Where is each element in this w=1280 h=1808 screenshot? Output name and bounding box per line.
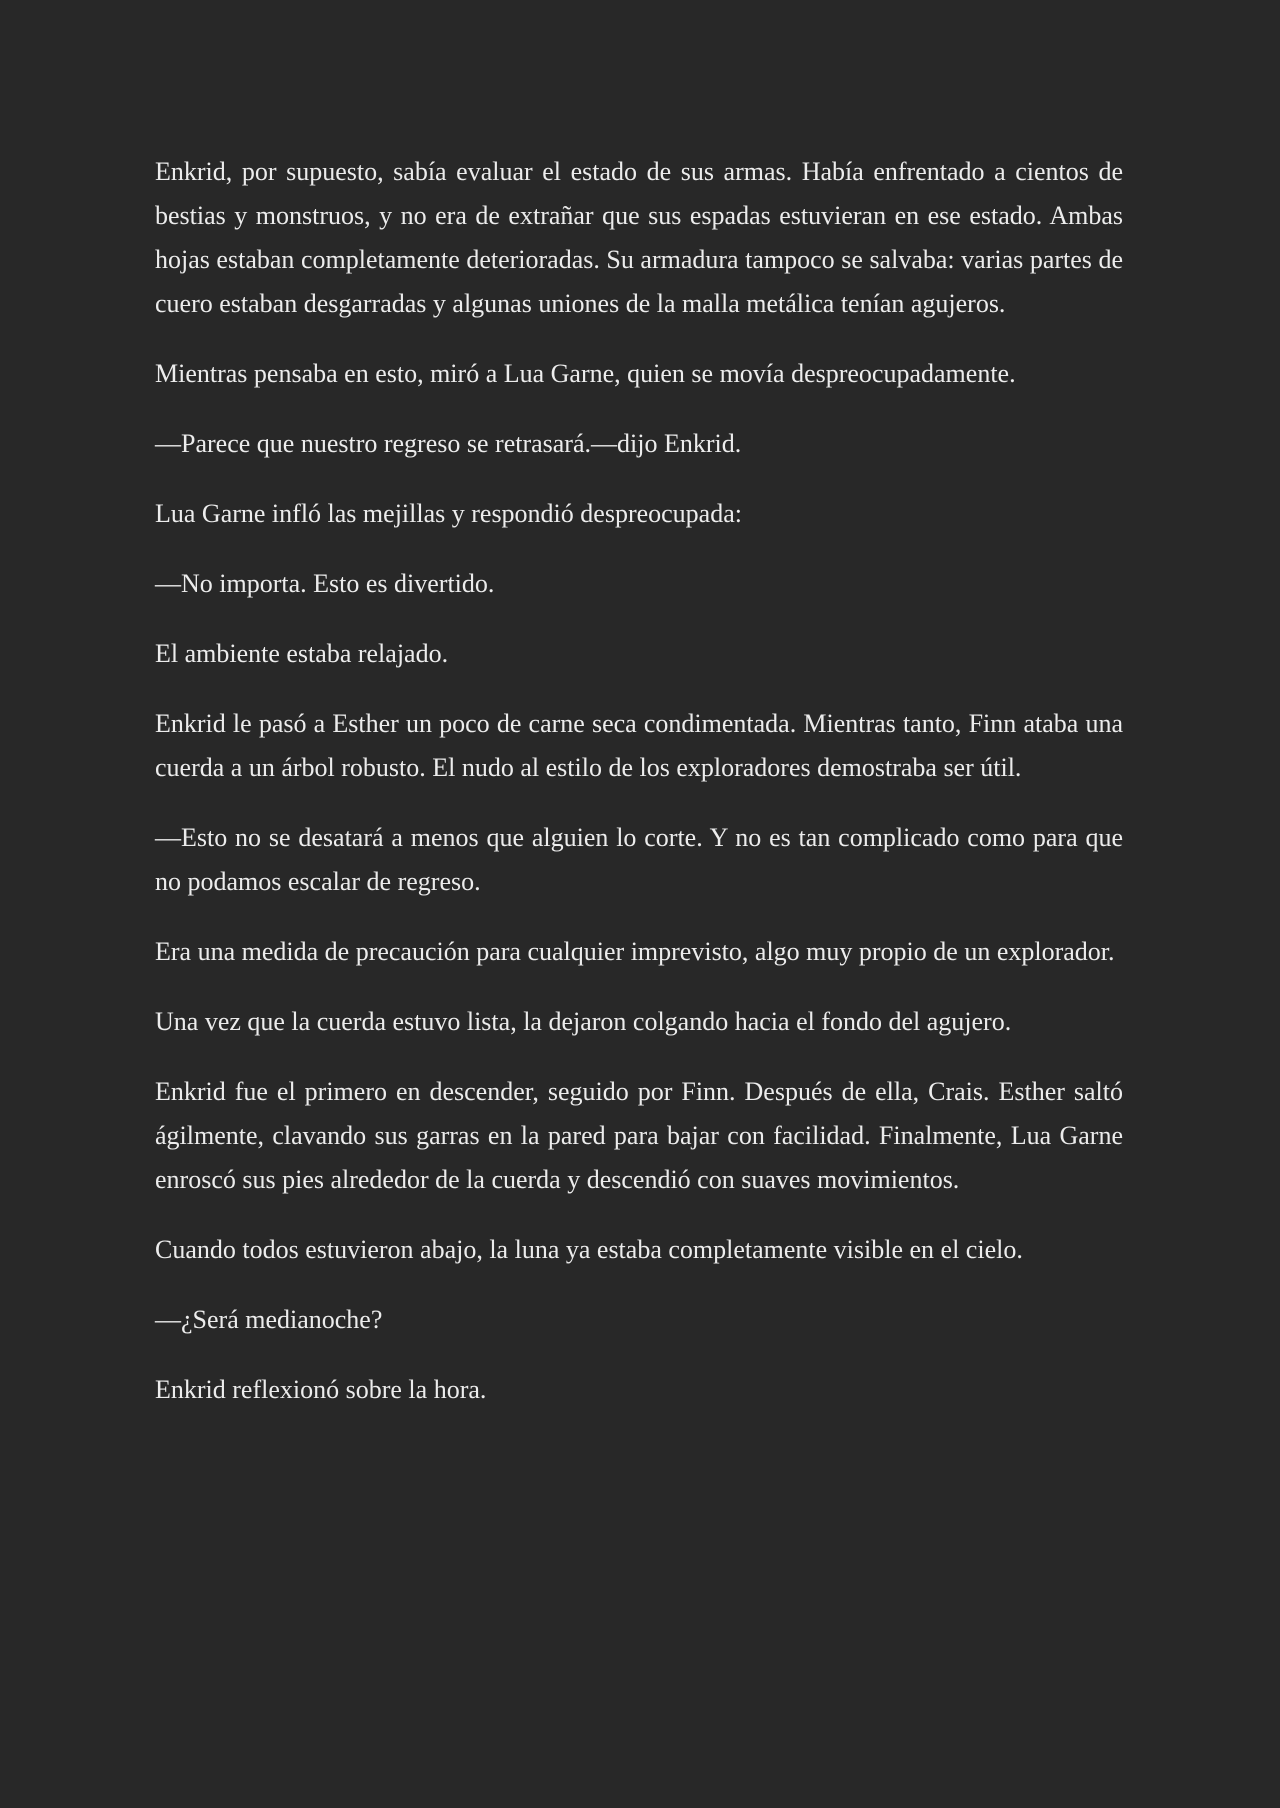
paragraph: —No importa. Esto es divertido. bbox=[155, 569, 495, 598]
paragraph: Mientras pensaba en esto, miró a Lua Garne, quien se movía despreocupadamente. bbox=[155, 359, 1016, 388]
paragraph: —¿Será medianoche? bbox=[155, 1305, 383, 1334]
paragraph: Enkrid reflexionó sobre la hora. bbox=[155, 1375, 487, 1404]
paragraph: Una vez que la cuerda estuvo lista, la dejaron colgando hacia el fondo del agujero. bbox=[155, 1007, 1012, 1036]
paragraph: Enkrid le pasó a Esther un poco de carne seca condimentada. Mientras tanto, Finn ataba una cuerda a un árbol robusto. El nudo al estilo de los exploradores demostraba ser útil. bbox=[155, 709, 1123, 782]
paragraph: Era una medida de precaución para cualquier imprevisto, algo muy propio de un explorador. bbox=[155, 937, 1115, 966]
paragraph: Enkrid fue el primero en descender, seguido por Finn. Después de ella, Crais. Esther saltó ágilmente, clavando sus garras en la pared para bajar con facilidad. Finalmente, Lua Garne enroscó sus pies alrededor de la cuerda y descendió con suaves movimientos. bbox=[155, 1077, 1123, 1194]
paragraph: Cuando todos estuvieron abajo, la luna ya estaba completamente visible en el cielo. bbox=[155, 1235, 1023, 1264]
reading-pane bbox=[155, 150, 1123, 1438]
paragraph: —Parece que nuestro regreso se retrasará.—dijo Enkrid. bbox=[155, 429, 742, 458]
paragraph: Lua Garne infló las mejillas y respondió despreocupada: bbox=[155, 499, 742, 528]
paragraph: El ambiente estaba relajado. bbox=[155, 639, 449, 668]
paragraph: Enkrid, por supuesto, sabía evaluar el estado de sus armas. Había enfrentado a cientos de bestias y monstruos, y no era de extrañar que sus espadas estuvieran en ese estado. Ambas hojas estaban completamente deterioradas. Su armadura tampoco se salvaba: varias partes de cuero estaban desgarradas y algunas uniones de la malla metálica tenían agujeros. bbox=[155, 157, 1123, 318]
paragraph: —Esto no se desatará a menos que alguien lo corte. Y no es tan complicado como para que no podamos escalar de regreso. bbox=[155, 823, 1123, 896]
